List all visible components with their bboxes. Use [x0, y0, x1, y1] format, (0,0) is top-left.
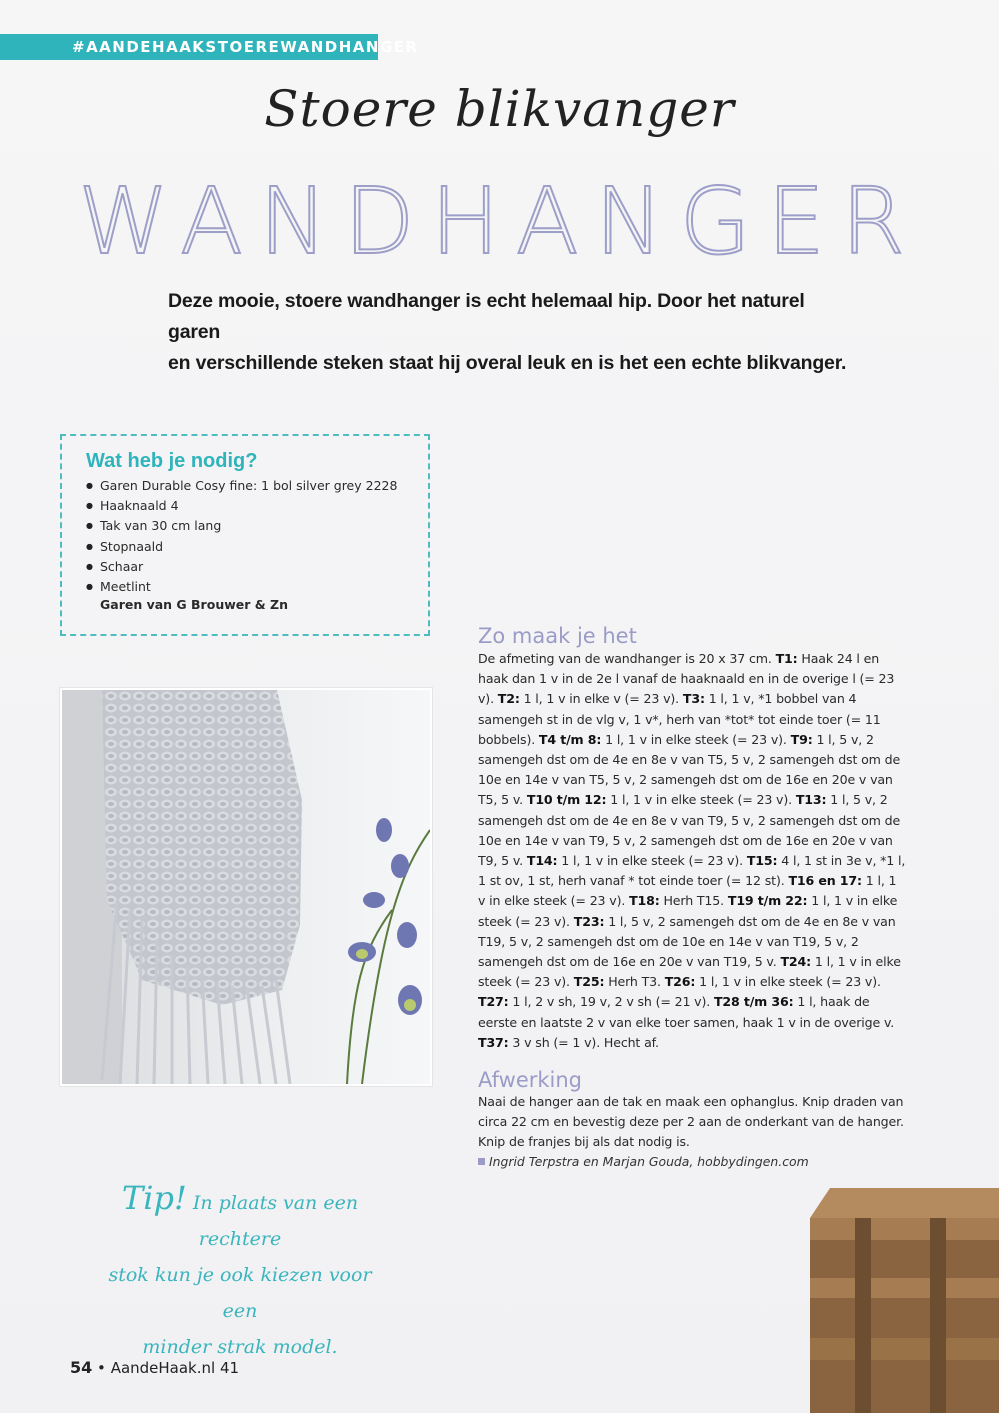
row-instruction: 1 l, 1 v in elke steek (= 23 v). — [605, 731, 787, 747]
page-number: 54 — [70, 1358, 93, 1377]
tip-note — [90, 1180, 390, 1365]
wall-hanging-photo — [60, 688, 432, 1086]
footer-bullet: • — [97, 1359, 106, 1377]
intro-text — [168, 286, 848, 379]
row-label: T28 t/m 36: — [713, 994, 794, 1010]
tip-line-2: stok kun je ook kiezen voor een — [108, 1264, 372, 1322]
row-instruction: 1 l, 1 v, *1 bobbel van 4 samengeh st in de vlg v, 1 v*, herh van *tot* tot einde toer (= 11 bobbels). — [478, 691, 881, 747]
row-label: T15: — [746, 853, 778, 869]
row-instruction: 1 l, 5 v, 2 samengeh dst om de 4e en 8e v van T5, 5 v, 2 samengeh dst om de 10e en 14e v van T5, 5 v, 2 samengeh dst om de 16e en 20e v van T5, 5 v. — [478, 731, 901, 808]
script-title: Stoere blikvanger — [264, 80, 735, 138]
materials-title: Wat heb je nodig? — [86, 450, 258, 472]
materials-list — [86, 476, 397, 597]
list-item: ● Tak van 30 cm lang — [86, 516, 397, 536]
row-instruction: 1 l, 5 v, 2 samengeh dst om de 4e en 8e v van T9, 5 v, 2 samengeh dst om de 10e en 14e v van T9, 5 v, 2 samengeh dst om de 16e en 20e v van T9, 5 v. — [478, 792, 901, 869]
row-instruction: Herh T15. — [663, 893, 725, 909]
row-instruction: 1 l, 2 v sh, 19 v, 2 v sh (= 21 v). — [512, 994, 711, 1010]
pattern-heading: Zo maak je het — [478, 624, 637, 648]
row-label: T1: — [775, 651, 798, 666]
row-instruction: 1 l, 1 v in elke steek (= 23 v). — [478, 954, 901, 990]
author-credit-text: Ingrid Terpstra en Marjan Gouda, hobbydingen.com — [489, 1154, 809, 1169]
list-item: ● Schaar — [86, 557, 397, 577]
row-instruction: Herh T3. — [608, 974, 661, 990]
row-label: T3: — [682, 691, 705, 707]
list-item: ● Haaknaald 4 — [86, 496, 397, 516]
page-title: WANDHANGER — [78, 168, 921, 275]
finishing-text: Naai de hanger aan de tak en maak een ophanglus. Knip draden van circa 22 cm en bevestig deze per 2 aan de onderkant van de hanger. Knip de franjes bij als dat nodig is. — [478, 1094, 904, 1150]
list-item: ● Meetlint — [86, 577, 397, 597]
pattern-intro: De afmeting van de wandhanger is 20 x 37 cm. — [478, 651, 772, 666]
row-instruction: 1 l, 1 v in elke v (= 23 v). — [523, 691, 680, 707]
row-label: T26: — [664, 974, 696, 990]
list-item: ● Stopnaald — [86, 537, 397, 557]
row-instruction: 4 l, 1 st in 3e v, *1 l, 1 st ov, 1 st, herh vanaf * tot einde toer (= 12 st). — [478, 853, 906, 889]
row-label: T10 t/m 12: — [526, 792, 607, 808]
row-instruction: 1 l, 1 v in elke steek (= 23 v). — [610, 792, 792, 808]
tip-line-1: In plaats van een rechtere — [192, 1192, 359, 1250]
pattern-instructions — [478, 649, 906, 1053]
intro-line-2: en verschillende steken staat hij overal leuk en is het een echte blikvanger. — [168, 352, 847, 374]
yarn-supplier: Garen van G Brouwer & Zn — [100, 597, 288, 612]
row-label: T25: — [573, 974, 605, 990]
row-label: T16 en 17: — [788, 873, 862, 889]
row-label: T9: — [790, 731, 813, 747]
photo-illustration — [62, 690, 430, 1084]
row-instruction: 1 l, haak de eerste en laatste 2 v van elke toer samen, haak 1 v in de overige v. — [478, 994, 895, 1030]
row-label: T18: — [629, 893, 660, 909]
row-label: T19 t/m 22: — [727, 893, 808, 909]
magazine-name: AandeHaak.nl 41 — [110, 1359, 240, 1377]
finishing-heading: Afwerking — [478, 1068, 583, 1092]
row-instruction: Haak 24 l en haak dan 1 v in de 2e l vanaf de haaknaald en in de overige l (= 23 v). — [478, 651, 895, 707]
square-bullet-icon — [478, 1158, 485, 1165]
row-instruction: 1 l, 5 v, 2 samengeh dst om de 4e en 8e v van T19, 5 v, 2 samengeh dst om de 10e en 14e v van T19, 5 v, 2 samengeh dst om de 16e en 20e v van T19, 5 v. — [478, 913, 896, 970]
row-instruction: 1 l, 1 v in elke steek (= 23 v). — [699, 974, 881, 990]
materials-box — [60, 434, 430, 636]
row-label: T27: — [478, 994, 509, 1010]
row-label: T23: — [573, 913, 605, 929]
wooden-crate-image — [770, 1188, 999, 1413]
row-label: T13: — [795, 792, 827, 808]
hashtag-banner: #AANDEHAAKSTOEREWANDHANGER — [0, 34, 378, 60]
pattern-closing: Hecht af. — [603, 1034, 659, 1050]
row-label: T4 t/m 8: — [538, 731, 602, 747]
tip-line-3: minder strak model. — [142, 1336, 338, 1358]
row-label: T24: — [780, 954, 812, 970]
list-item: ● Garen Durable Cosy fine: 1 bol silver grey 2228 — [86, 476, 397, 496]
row-instruction: 3 v sh (= 1 v). — [512, 1034, 601, 1050]
intro-line-1: Deze mooie, stoere wandhanger is echt helemaal hip. Door het naturel garen — [168, 290, 805, 343]
row-instruction: 1 l, 1 v in elke steek (= 23 v). — [478, 873, 897, 909]
row-instruction: 1 l, 1 v in elke steek (= 23 v). — [478, 893, 898, 929]
tip-word: Tip! — [121, 1179, 187, 1217]
row-label: T14: — [526, 853, 558, 869]
author-credit — [478, 1154, 809, 1169]
row-label: T2: — [497, 691, 520, 707]
row-label: T37: — [478, 1034, 509, 1050]
row-instruction: 1 l, 1 v in elke steek (= 23 v). — [561, 853, 743, 869]
page-footer — [70, 1358, 239, 1377]
